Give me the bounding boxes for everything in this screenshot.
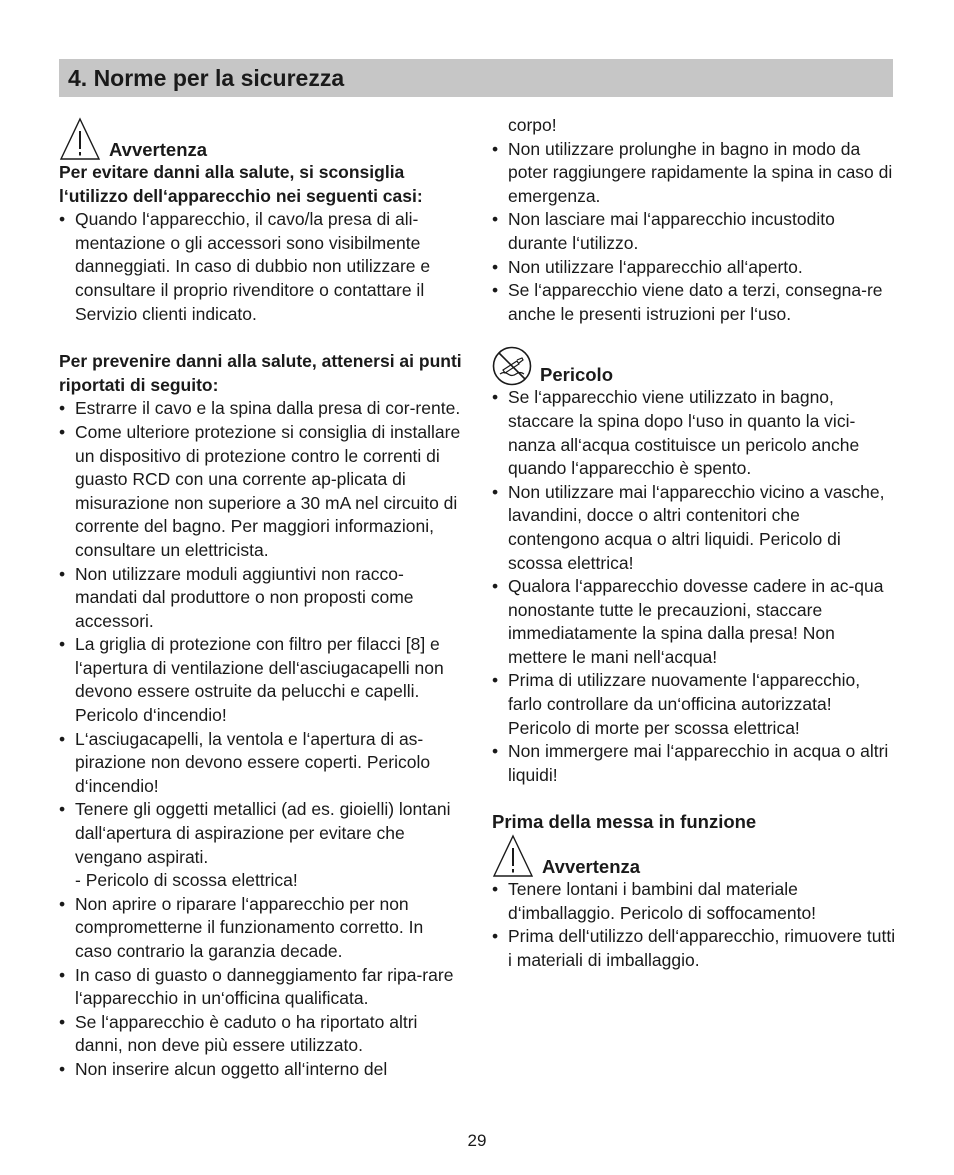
spacer — [492, 787, 896, 810]
list-item: • Tenere lontani i bambini dal materiale d‘imballaggio. Pericolo di soffocamento! — [492, 878, 896, 925]
warning-triangle-icon — [492, 834, 534, 878]
list-item: • Estrarre il cavo e la spina dalla presa di cor-rente. — [59, 397, 463, 421]
warning-title: Avvertenza — [542, 856, 641, 878]
danger-heading — [492, 346, 896, 386]
list-item: • Tenere gli oggetti metallici (ad es. gioielli) lontani dall‘apertura di aspirazione per evitare che vengano aspirati. — [59, 798, 463, 869]
list-item: • Se l‘apparecchio viene dato a terzi, consegna-re anche le presenti istruzioni per l‘uso. — [492, 279, 896, 326]
bullet-list — [59, 893, 463, 1082]
bullet-list — [492, 138, 896, 327]
no-water-danger-icon — [492, 346, 532, 386]
danger-title: Pericolo — [540, 364, 613, 386]
list-item: • Non lasciare mai l‘apparecchio incustodito durante l‘utilizzo. — [492, 208, 896, 255]
list-item: • Quando l‘apparecchio, il cavo/la presa di ali-mentazione o gli accessori sono visibilmente danneggiati. In caso di dubbio non utilizzare e consultare il proprio rivenditore o contattare il Servizio clienti indicato. — [59, 208, 463, 326]
spacer — [59, 326, 463, 350]
continuation-text: corpo! — [508, 115, 557, 135]
list-item: • Non utilizzare prolunghe in bagno in modo da poter raggiungere rapidamente la spina in caso di emergenza. — [492, 138, 896, 209]
spacer — [492, 326, 896, 346]
warning-triangle-icon — [59, 117, 101, 161]
list-item: • Non utilizzare l‘apparecchio all‘aperto. — [492, 256, 896, 280]
list-item: • Se l‘apparecchio viene utilizzato in bagno, staccare la spina dopo l‘uso in quanto la vici-nanza all‘acqua costituisce un pericolo anche quando l‘apparecchio è spento. — [492, 386, 896, 480]
bullet-list — [492, 878, 896, 972]
warning-heading — [492, 834, 896, 878]
list-item: • Non utilizzare moduli aggiuntivi non racco-mandati dal produttore o non proposti come accessori. — [59, 563, 463, 634]
right-column — [492, 114, 896, 972]
list-item: • Prima di utilizzare nuovamente l‘apparecchio, farlo controllare da un‘officina autorizzata! Pericolo di morte per scossa elettrica! — [492, 669, 896, 740]
section-header-bar — [59, 59, 893, 97]
list-item: • Qualora l‘apparecchio dovesse cadere in ac-qua nonostante tutte le precauzioni, staccare immediatamente la spina dalla presa! Non mettere le mani nell‘acqua! — [492, 575, 896, 669]
list-item: • Non aprire o riparare l‘apparecchio per non comprometterne il funzionamento corretto. In caso contrario la garanzia decade. — [59, 893, 463, 964]
list-item: • La griglia di protezione con filtro per filacci [8] e l‘apertura di ventilazione dell‘asciugacapelli non devono essere ostruite da pelucchi e capelli. Pericolo d‘incendio! — [59, 633, 463, 727]
list-item: • Non inserire alcun oggetto all‘interno del — [59, 1058, 463, 1082]
list-item: • Prima dell‘utilizzo dell‘apparecchio, rimuovere tutti i materiali di imballaggio. — [492, 925, 896, 972]
left-column — [59, 117, 463, 1082]
list-item: • Non immergere mai l‘apparecchio in acqua o altri liquidi! — [492, 740, 896, 787]
list-item: • Se l‘apparecchio è caduto o ha riportato altri danni, non deve più essere utilizzato. — [59, 1011, 463, 1058]
page-number: 29 — [467, 1131, 487, 1150]
sub-note: - Pericolo di scossa elettrica! — [75, 870, 298, 891]
list-item: • In caso di guasto o danneggiamento far ripa-rare l‘apparecchio in un‘officina qualificata. — [59, 964, 463, 1011]
section-title: 4. Norme per la sicurezza — [68, 65, 345, 91]
list-item: • Come ulteriore protezione si consiglia di installare un dispositivo di protezione contro le correnti di guasto RCD con una corrente ap-plicata di misurazione non superiore a 30 mA nel circuito di corrente del bagno. Per maggiori informazioni, consultare un elettricista. — [59, 421, 463, 563]
bullet-list — [492, 386, 896, 787]
list-item: • L‘asciugacapelli, la ventola e l‘apertura di as-pirazione non devono essere coperti. Pericolo d‘incendio! — [59, 728, 463, 799]
list-item: • Non utilizzare mai l‘apparecchio vicino a vasche, lavandini, docce o altri contenitori che contengono acqua o altri liquidi. Pericolo di scossa elettrica! — [492, 481, 896, 575]
warning-heading — [59, 117, 463, 161]
bullet-list — [59, 208, 463, 326]
warning-title: Avvertenza — [109, 139, 208, 160]
intro-text: Per prevenire danni alla salute, attenersi ai punti riportati di seguito: — [59, 351, 462, 395]
subsection-title: Prima della messa in funzione — [492, 811, 757, 833]
intro-text: Per evitare danni alla salute, si sconsiglia l‘utilizzo dell‘apparecchio nei seguenti casi: — [59, 162, 423, 206]
bullet-list — [59, 397, 463, 869]
